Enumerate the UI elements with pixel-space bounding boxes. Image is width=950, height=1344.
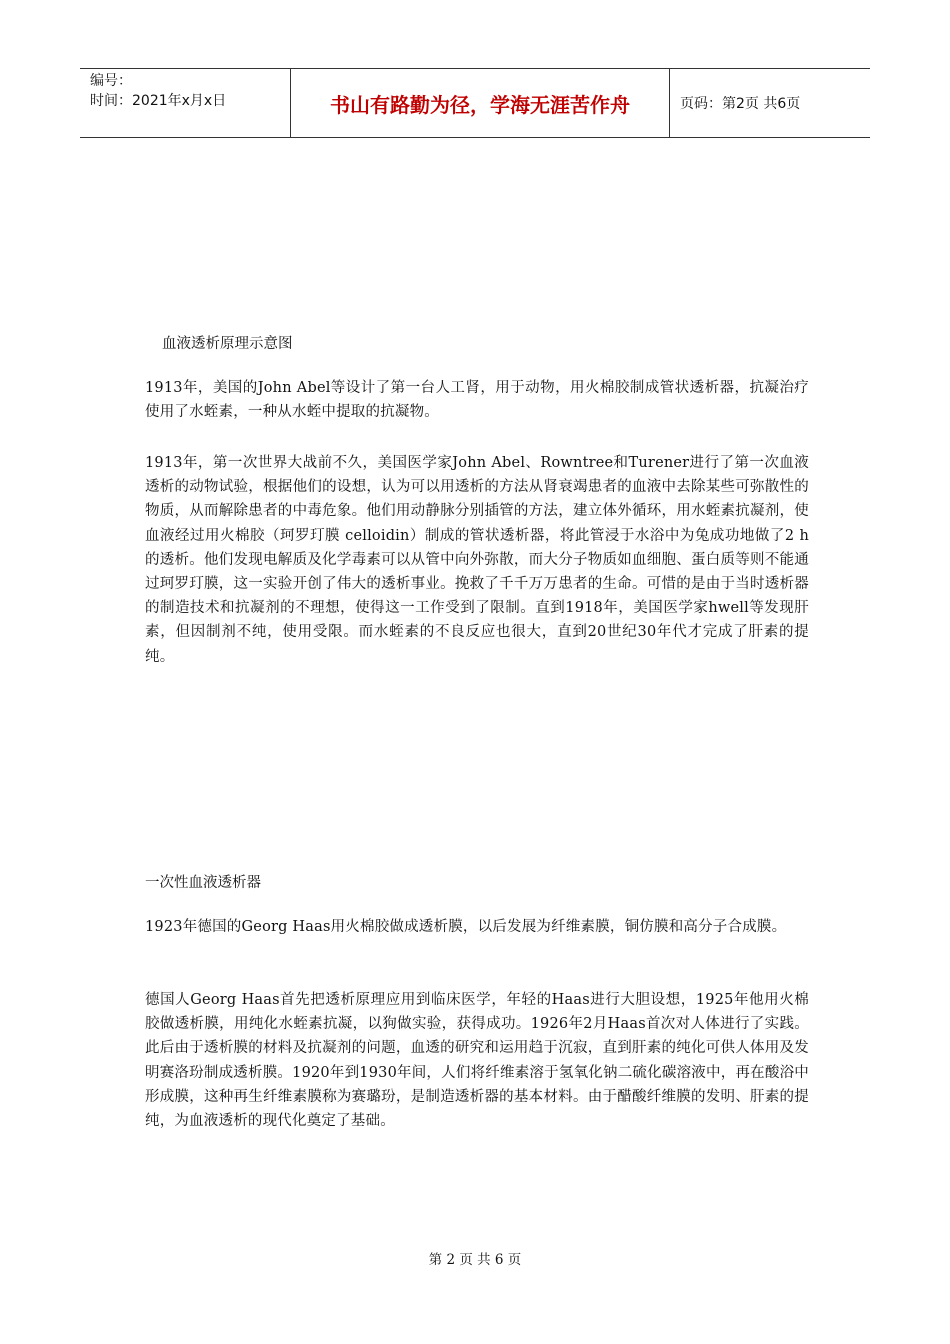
header-motto: 书山有路勤为径，学海无涯苦作舟 <box>291 69 670 137</box>
paragraph-haas-1923: 1923年德国的Georg Haas用火棉胶做成透析膜，以后发展为纤维素膜，铜仿膜和高分子合成膜。 <box>145 919 787 935</box>
page-header <box>80 68 870 138</box>
header-page-info: 页码：第2页 共6页 <box>680 96 801 112</box>
figure-caption: 血液透析原理示意图 <box>162 336 293 352</box>
serial-label: 编号： <box>90 73 132 89</box>
page-footer: 第 2 页 共 6 页 <box>428 1252 522 1268</box>
paragraph-abel-1913-summary: 1913年，美国的John Abel等设计了第一台人工肾，用于动物，用火棉胶制成管状透析器，抗凝治疗使用了水蛭素，一种从水蛭中提取的抗凝物。 <box>145 380 809 421</box>
paragraph-haas-detail: 德国人Georg Haas首先把透析原理应用到临床医学，年轻的Haas进行大胆设想，1925年他用火棉胶做透析膜，用纯化水蛭素抗凝，以狗做实验，获得成功。1926年2月Haas首次对人体进行了实践。此后由于透析膜的材料及抗凝剂的问题，血透的研究和运用趋于沉寂，直到肝素的纯化可供人体用及发明赛洛玢制成透析膜。1920年到1930年间，人们将纤维素溶于氢氧化钠二硫化碳溶液中，再在酸浴中形成膜，这种再生纤维素膜称为赛璐玢，是制造透析器的基本材料。由于醋酸纤维膜的发明、肝素的提纯，为血液透析的现代化奠定了基础。 <box>145 992 809 1130</box>
section-heading: 一次性血液透析器 <box>145 875 261 891</box>
date-label: 时间：2021年x月x日 <box>90 93 227 109</box>
header-meta <box>80 69 291 137</box>
paragraph-abel-1913-detail: 1913年，第一次世界大战前不久，美国医学家John Abel、Rowntree和Turener进行了第一次血液透析的动物试验，根据他们的设想，认为可以用透析的方法从肾衰竭患者的血液中去除某些可弥散性的物质，从而解除患者的中毒危象。他们用动静脉分别插管的方法，建立体外循环，用水蛭素抗凝剂，使血液经过用火棉胶（珂罗玎膜 celloidin）制成的管状透析器，将此管浸于水浴中为兔成功地做了2 h的透析。他们发现电解质及化学毒素可以从管中向外弥散，而大分子物质如血细胞、蛋白质等则不能通过珂罗玎膜，这一实验开创了伟大的透析事业。挽救了千千万万患者的生命。可惜的是由于当时透析器的制造技术和抗凝剂的不理想，使得这一工作受到了限制。直到1918年，美国医学家hwell等发现肝素，但因制剂不纯，使用受限。而水蛭素的不良反应也很大，直到20世纪30年代才完成了肝素的提纯。 <box>145 455 809 665</box>
